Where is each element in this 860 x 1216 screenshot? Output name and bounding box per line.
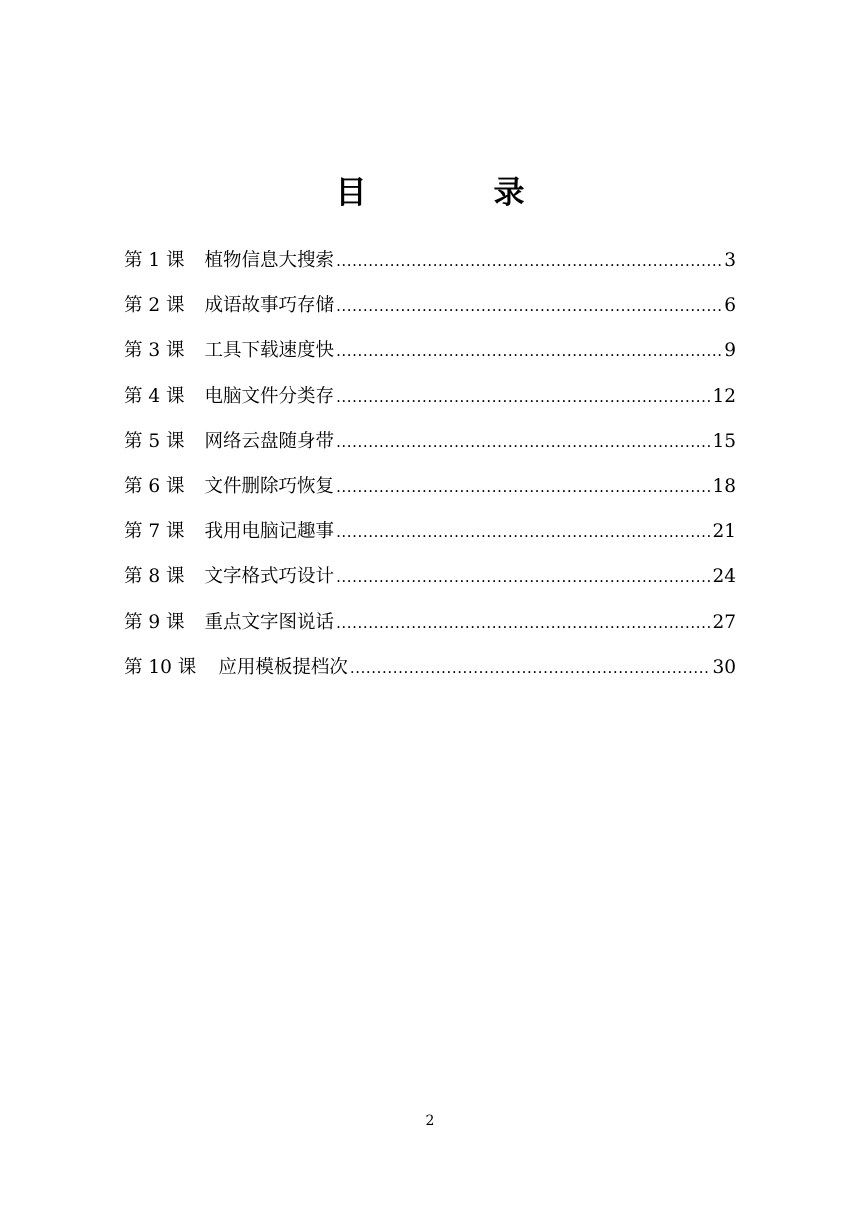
page-number: 21	[712, 521, 736, 543]
lesson-title: 成语故事巧存储	[204, 295, 335, 317]
dot-leader	[336, 608, 710, 638]
dot-leader	[336, 336, 722, 366]
dot-leader	[336, 472, 710, 502]
lesson-number: 第 10 课	[124, 656, 197, 678]
dot-leader	[336, 382, 710, 412]
page-footer-number: 2	[425, 1113, 435, 1129]
lesson-title: 重点文字图说话	[204, 611, 335, 633]
lesson-number: 第 5 课	[124, 430, 185, 452]
lesson-number: 第 6 课	[124, 475, 185, 497]
lesson-title: 工具下载速度快	[204, 340, 335, 362]
dot-leader	[350, 653, 711, 683]
dot-leader	[336, 562, 710, 592]
toc-entry-8[interactable]	[124, 562, 736, 607]
toc-entry-6[interactable]	[124, 472, 736, 517]
table-of-contents	[124, 246, 736, 698]
lesson-number: 第 9 课	[124, 611, 185, 633]
lesson-title: 植物信息大搜索	[204, 250, 335, 271]
toc-entry-9[interactable]	[124, 608, 736, 653]
page-number: 15	[712, 430, 736, 452]
toc-entry-4[interactable]	[124, 382, 736, 427]
page-number: 6	[724, 295, 736, 317]
lesson-title: 应用模板提档次	[218, 656, 348, 678]
lesson-title: 我用电脑记趣事	[204, 521, 335, 543]
lesson-number: 第 2 课	[124, 295, 185, 317]
page-number: 18	[712, 475, 736, 497]
dot-leader	[336, 246, 722, 276]
page-title: 目 录	[335, 174, 573, 211]
lesson-title: 文字格式巧设计	[204, 566, 335, 588]
lesson-number: 第 3 课	[124, 340, 185, 362]
dot-leader	[336, 517, 710, 547]
lesson-number: 第 7 课	[124, 521, 185, 543]
toc-entry-7[interactable]	[124, 517, 736, 562]
page-number: 24	[712, 566, 736, 588]
page-number: 27	[712, 611, 736, 633]
lesson-number: 第 4 课	[124, 385, 185, 407]
lesson-title: 网络云盘随身带	[204, 430, 335, 452]
lesson-number: 第 1 课	[124, 250, 185, 271]
page-number: 3	[724, 250, 736, 271]
toc-entry-3[interactable]	[124, 336, 736, 381]
lesson-number: 第 8 课	[124, 566, 185, 588]
lesson-title: 电脑文件分类存	[204, 385, 335, 407]
page-number: 12	[712, 385, 736, 407]
toc-entry-5[interactable]	[124, 427, 736, 472]
toc-entry-10[interactable]	[124, 653, 736, 698]
page-number: 9	[724, 340, 736, 362]
toc-entry-2[interactable]	[124, 291, 736, 336]
lesson-title: 文件删除巧恢复	[204, 475, 335, 497]
dot-leader	[336, 427, 710, 457]
page-number: 30	[712, 656, 736, 678]
dot-leader	[336, 291, 722, 321]
toc-entry-1[interactable]	[124, 246, 736, 291]
